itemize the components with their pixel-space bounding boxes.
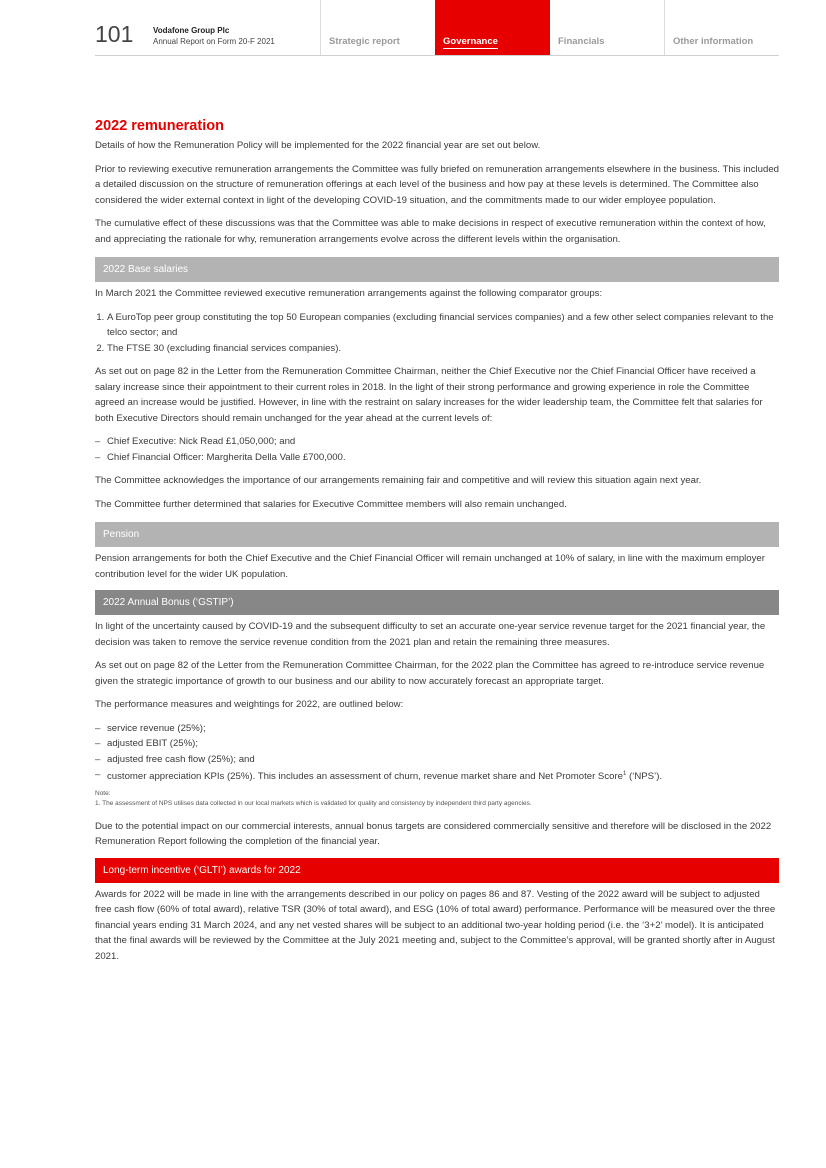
list-item: 1. A EuroTop peer group constituting the top 50 European companies (excluding financial services companies) and a few other select companies relevant to the telco sector; and bbox=[107, 310, 779, 341]
intro-paragraph: The cumulative effect of these discussions was that the Committee was able to make decisions in respect of executive remuneration within the context of how, and appreciating the rationale for why, remuneration arrangements evolve across the different levels within the organisation. bbox=[95, 218, 766, 245]
section-heading-pension: Pension bbox=[95, 522, 779, 547]
measures-list bbox=[95, 721, 779, 785]
section-heading-base-salaries: 2022 Base salaries bbox=[95, 257, 779, 282]
main-content bbox=[95, 118, 779, 972]
paragraph: Due to the potential impact on our commercial interests, annual bonus targets are considered commercially sensitive and therefore will be disclosed in the 2022 Remuneration Report following the completion of the financial year. bbox=[95, 820, 772, 848]
company-block bbox=[153, 25, 275, 47]
tab-strategic-report[interactable] bbox=[320, 0, 435, 55]
measure-text: customer appreciation KPIs (25%). This includes an assessment of churn, revenue market share and Net Promoter Score bbox=[107, 771, 623, 783]
footnote: 1. The assessment of NPS utilises data collected in our local markets which is validated for quality and consistency by independent third party agencies. bbox=[95, 799, 532, 807]
list-item: 2. The FTSE 30 (excluding financial services companies). bbox=[107, 341, 779, 357]
paragraph: The Committee further determined that salaries for Executive Committee members will also remain unchanged. bbox=[95, 498, 567, 510]
intro-paragraph: Details of how the Remuneration Policy will be implemented for the 2022 financial year are set out below. bbox=[95, 140, 541, 151]
salary-list bbox=[95, 434, 779, 465]
list-item: – service revenue (25%); bbox=[95, 721, 779, 737]
list-item: – Chief Financial Officer: Margherita Della Valle £700,000. bbox=[95, 450, 779, 466]
tab-label: Other information bbox=[673, 36, 754, 47]
section-heading-annual-bonus: 2022 Annual Bonus (‘GSTIP’) bbox=[95, 590, 779, 615]
tab-label: Governance bbox=[443, 36, 498, 47]
list-item: – adjusted EBIT (25%); bbox=[95, 736, 779, 752]
paragraph: As set out on page 82 in the Letter from the Remuneration Committee Chairman, neither the Chief Executive nor the Chief Financial Officer have received a salary increase since their appointment to their current roles in 2018. In the light of their strong performance and growing experience in role the Committee agreed an increase would be justified. However, in line with the restraint on salary increases for the wider leadership team, the Committee felt that salaries for both Executive Directors should remain unchanged for the year ahead at the current levels of: bbox=[95, 366, 763, 424]
tab-governance[interactable] bbox=[435, 0, 550, 55]
intro-paragraph: Prior to reviewing executive remuneration arrangements the Committee was fully briefed on remuneration arrangements elsewhere in the business. This included a detailed discussion on the structure of remuneration offerings at each level of the business and how pay at these levels is determined. The Committee also considered the wider external context in light of the developing COVID-19 situation, and the commitments made to our wider employee population. bbox=[95, 163, 779, 206]
note-label: Note: bbox=[95, 789, 111, 797]
measure-text-end: (‘NPS’). bbox=[626, 771, 663, 783]
section-heading-ltip: Long-term incentive (‘GLTI’) awards for 2022 bbox=[95, 858, 779, 883]
report-name: Annual Report on Form 20-F 2021 bbox=[153, 37, 275, 46]
list-item: – adjusted free cash flow (25%); and bbox=[95, 752, 779, 768]
paragraph: Pension arrangements for both the Chief Executive and the Chief Financial Officer will remain unchanged at 10% of salary, in line with the maximum employer contribution level for the wider UK population. bbox=[95, 553, 765, 580]
comparator-list bbox=[95, 310, 779, 357]
footnote-ref: 1 bbox=[623, 771, 627, 777]
list-item bbox=[95, 767, 779, 785]
list-item: – Chief Executive: Nick Read £1,050,000; and bbox=[95, 434, 779, 450]
paragraph: In March 2021 the Committee reviewed executive remuneration arrangements against the following comparator groups: bbox=[95, 288, 603, 299]
paragraph: Awards for 2022 will be made in line with the arrangements described in our policy on pages 86 and 87. Vesting of the 2022 award will be subject to adjusted free cash flow (60% of total award), relative TSR (30% of total award), and ESG (10% of total award) performance. Performance will be measured over the three financial years ending 31 March 2024, and any net vested shares will be subject to an additional two-year holding period (i.e. the ‘3+2’ model). It is anticipated that the final awards will be reviewed by the Committee at the July 2021 meeting and, subject to the Committee’s approval, will be granted shortly after in August 2021. bbox=[95, 888, 776, 962]
tab-label: Financials bbox=[558, 36, 605, 47]
tab-financials[interactable] bbox=[550, 0, 664, 55]
paragraph: As set out on page 82 of the Letter from the Remuneration Committee Chairman, for the 2022 plan the Committee has agreed to re-introduce service revenue given the strategic importance of growth to our business and our ability to now accurately forecast an appropriate target. bbox=[95, 660, 765, 687]
paragraph: In light of the uncertainty caused by COVID-19 and the subsequent difficulty to set an accurate one-year service revenue target for the 2021 financial year, the decision was taken to remove the service revenue condition from the 2021 plan and retain the remaining three measures. bbox=[95, 621, 766, 648]
page-number: 101 bbox=[95, 21, 134, 47]
company-name: Vodafone Group Plc bbox=[153, 26, 230, 35]
paragraph: The performance measures and weightings for 2022, are outlined below: bbox=[95, 699, 404, 710]
page-title: 2022 remuneration bbox=[95, 118, 224, 134]
tab-other-information[interactable] bbox=[664, 0, 779, 55]
page-header bbox=[95, 0, 779, 56]
tab-label: Strategic report bbox=[329, 36, 400, 47]
paragraph: The Committee acknowledges the importance of our arrangements remaining fair and competitive and will review this situation again next year. bbox=[95, 475, 702, 486]
